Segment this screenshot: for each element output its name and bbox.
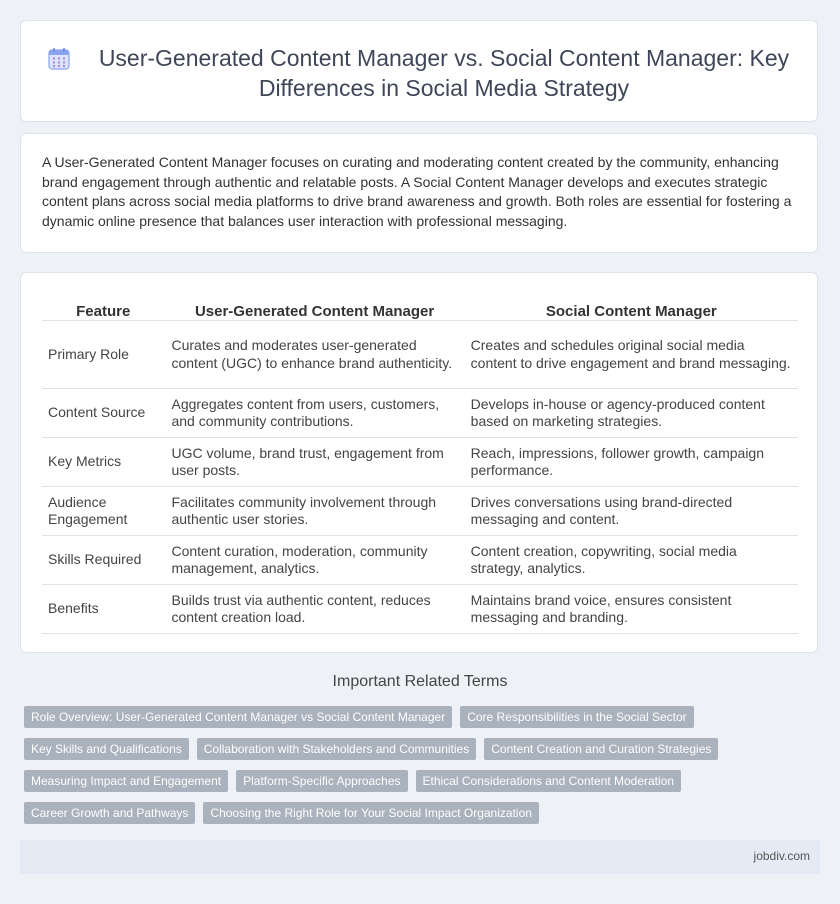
social-cell: Maintains brand voice, ensures consistent messaging and branding. bbox=[464, 585, 798, 634]
feature-cell: Primary Role bbox=[42, 321, 165, 389]
intro-paragraph: A User-Generated Content Manager focuses on curating and moderating content created by the community, enhancing brand engagement through authentic and relatable posts. A Social Content Manager develops and executes strategic content plans across social media platforms to drive brand awareness and growth. Both roles are essential for fostering a dynamic online presence that balances user interaction with professional messaging. bbox=[42, 154, 792, 229]
social-cell: Reach, impressions, follower growth, campaign performance. bbox=[464, 438, 798, 487]
intro-card bbox=[20, 133, 818, 253]
social-cell: Creates and schedules original social media content to drive engagement and brand messaging. bbox=[464, 321, 798, 389]
header-feature: Feature bbox=[42, 294, 165, 321]
calendar-icon bbox=[47, 47, 71, 71]
ugc-cell: Builds trust via authentic content, reduces content creation load. bbox=[165, 585, 464, 634]
related-term-tag[interactable]: Measuring Impact and Engagement bbox=[24, 770, 228, 792]
table-row bbox=[42, 585, 798, 634]
page-title: User-Generated Content Manager vs. Social Content Manager: Key Differences in Social Media Strategy bbox=[98, 45, 790, 101]
table-row bbox=[42, 536, 798, 585]
social-cell: Develops in-house or agency-produced content based on marketing strategies. bbox=[464, 389, 798, 438]
table-row bbox=[42, 321, 798, 389]
footer bbox=[20, 840, 820, 874]
feature-cell: Audience Engagement bbox=[42, 487, 165, 536]
related-term-tag[interactable]: Ethical Considerations and Content Moderation bbox=[416, 770, 681, 792]
comparison-table bbox=[42, 294, 798, 634]
related-term-tag[interactable]: Content Creation and Curation Strategies bbox=[484, 738, 718, 760]
social-cell: Drives conversations using brand-directed messaging and content. bbox=[464, 487, 798, 536]
related-term-tag[interactable]: Collaboration with Stakeholders and Communities bbox=[197, 738, 476, 760]
related-terms-list bbox=[24, 706, 804, 824]
footer-site-link[interactable]: jobdiv.com bbox=[753, 849, 810, 863]
ugc-cell: UGC volume, brand trust, engagement from user posts. bbox=[165, 438, 464, 487]
related-term-tag[interactable]: Role Overview: User-Generated Content Manager vs Social Content Manager bbox=[24, 706, 452, 728]
related-term-tag[interactable]: Platform-Specific Approaches bbox=[236, 770, 407, 792]
ugc-cell: Curates and moderates user-generated content (UGC) to enhance brand authenticity. bbox=[165, 321, 464, 389]
social-cell: Content creation, copywriting, social media strategy, analytics. bbox=[464, 536, 798, 585]
related-terms-title: Important Related Terms bbox=[332, 673, 508, 690]
related-term-tag[interactable]: Choosing the Right Role for Your Social Impact Organization bbox=[203, 802, 539, 824]
ugc-cell: Aggregates content from users, customers, and community contributions. bbox=[165, 389, 464, 438]
table-row bbox=[42, 389, 798, 438]
table-row bbox=[42, 487, 798, 536]
title-card bbox=[20, 20, 818, 122]
feature-cell: Benefits bbox=[42, 585, 165, 634]
header-ugc-manager: User-Generated Content Manager bbox=[165, 294, 464, 321]
comparison-card bbox=[20, 272, 818, 653]
related-term-tag[interactable]: Core Responsibilities in the Social Sector bbox=[460, 706, 693, 728]
ugc-cell: Facilitates community involvement through authentic user stories. bbox=[165, 487, 464, 536]
feature-cell: Skills Required bbox=[42, 536, 165, 585]
feature-cell: Key Metrics bbox=[42, 438, 165, 487]
related-term-tag[interactable]: Key Skills and Qualifications bbox=[24, 738, 189, 760]
ugc-cell: Content curation, moderation, community management, analytics. bbox=[165, 536, 464, 585]
feature-cell: Content Source bbox=[42, 389, 165, 438]
table-header-row bbox=[42, 294, 798, 321]
related-term-tag[interactable]: Career Growth and Pathways bbox=[24, 802, 195, 824]
table-row bbox=[42, 438, 798, 487]
header-social-manager: Social Content Manager bbox=[464, 294, 798, 321]
